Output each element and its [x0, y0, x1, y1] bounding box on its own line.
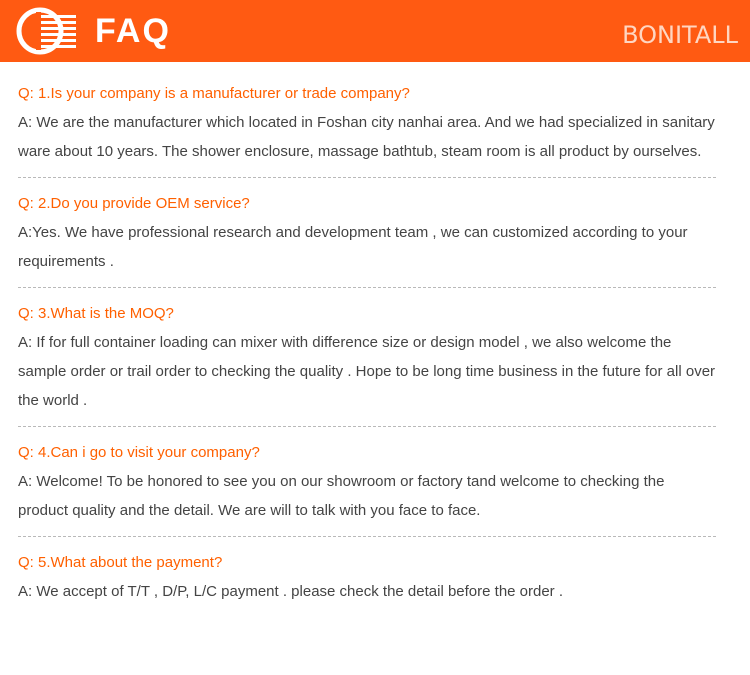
- divider: [18, 177, 716, 178]
- faq-question: Q: 5.What about the payment?: [18, 554, 223, 571]
- page-title: FAQ: [95, 12, 171, 50]
- brand-logo-text: BONITALL: [622, 21, 738, 49]
- faq-answer: A: Welcome! To be honored to see you on our showroom or factory tand welcome to checking the product quality and the detail. We are will to talk with you face to face.: [18, 473, 665, 519]
- divider: [18, 426, 716, 427]
- faq-question: Q: 2.Do you provide OEM service?: [18, 195, 250, 212]
- faq-question: Q: 3.What is the MOQ?: [18, 305, 174, 322]
- faq-answer: A: We are the manufacturer which located in Foshan city nanhai area. And we had specialized in sanitary ware about 10 years. The shower enclosure, massage bathtub, steam room is all product by ourselves.: [18, 114, 715, 160]
- faq-question: Q: 1.Is your company is a manufacturer or trade company?: [18, 85, 410, 102]
- faq-question: Q: 4.Can i go to visit your company?: [18, 444, 260, 461]
- divider: [18, 287, 716, 288]
- faq-answer: A:Yes. We have professional research and development team , we can customized according to your requirements .: [18, 224, 688, 270]
- logo-icon: [14, 6, 78, 56]
- faq-list: [18, 80, 718, 606]
- faq-answer: A: If for full container loading can mixer with difference size or design model , we also welcome the sample order or trail order to checking the quality . Hope to be long time business in the future for all over the world .: [18, 334, 716, 409]
- faq-item: [18, 549, 718, 606]
- faq-item: [18, 439, 718, 537]
- faq-answer: A: We accept of T/T , D/P, L/C payment . please check the detail before the order .: [18, 583, 564, 600]
- faq-item: [18, 300, 718, 427]
- faq-item: [18, 190, 718, 288]
- header-banner: [0, 0, 750, 62]
- faq-item: [18, 80, 718, 178]
- divider: [18, 536, 716, 537]
